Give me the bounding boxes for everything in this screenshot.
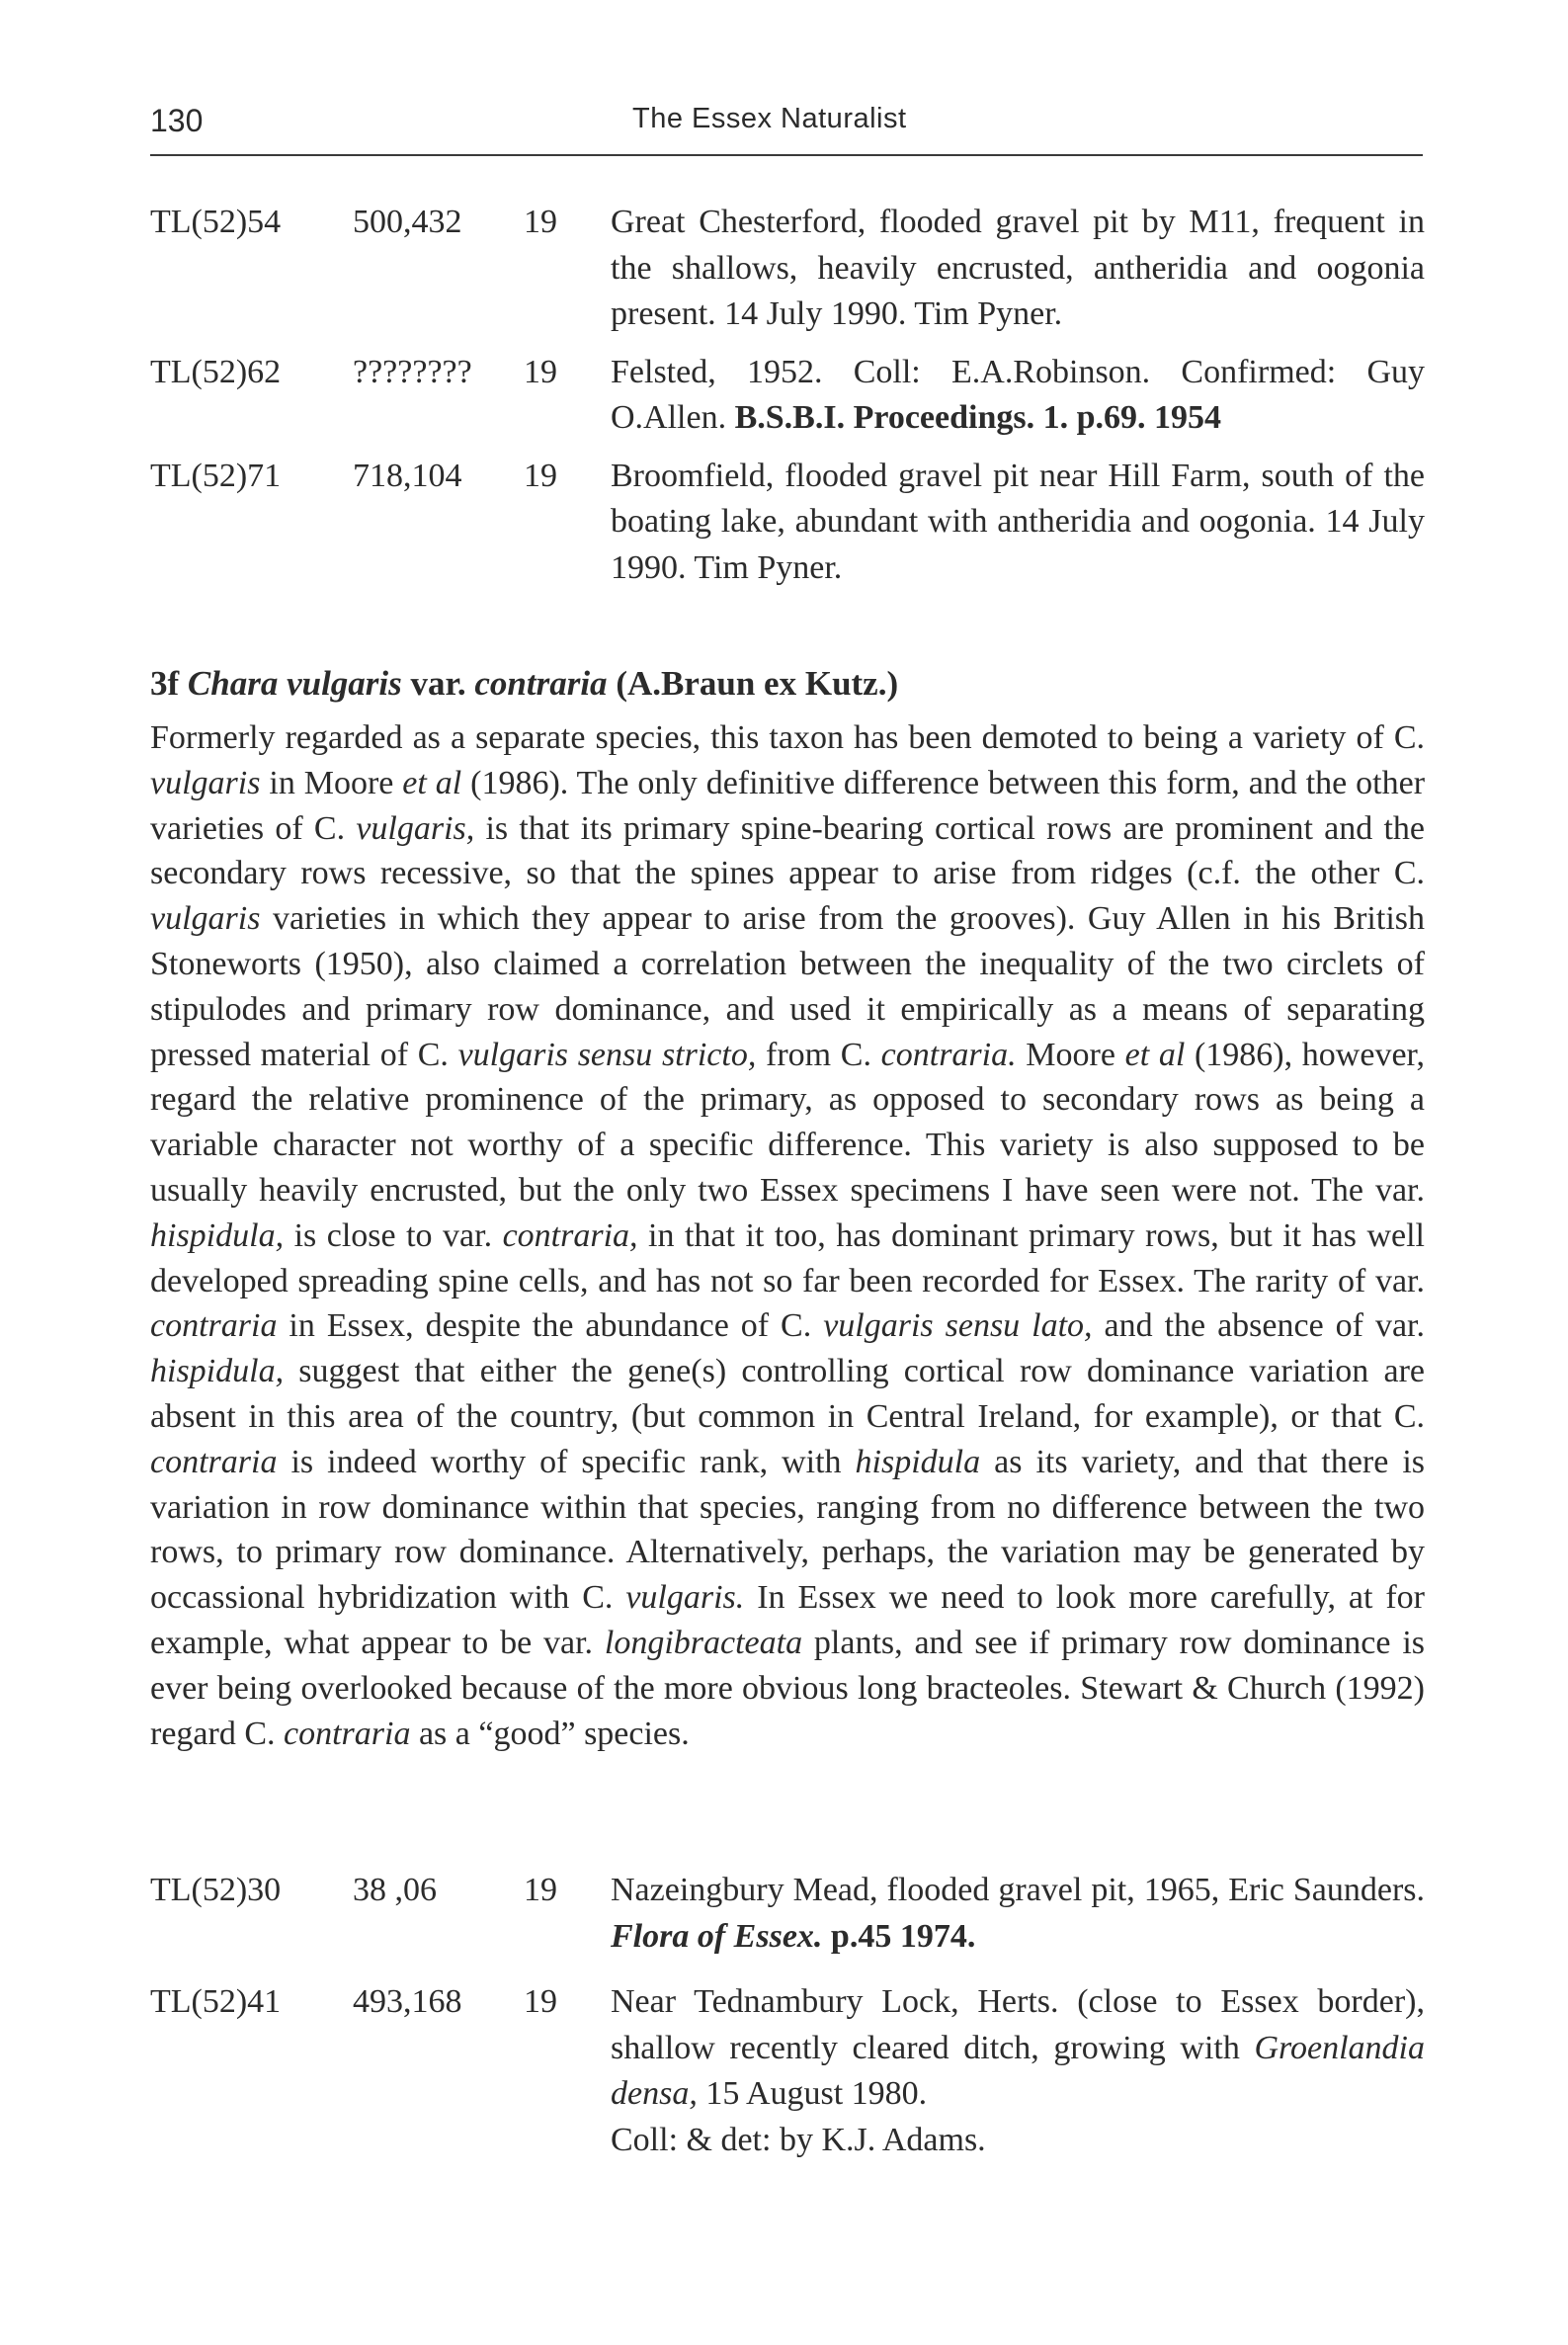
grid-coordinate: 500,432 xyxy=(353,204,462,240)
grid-reference: TL(52)71 xyxy=(150,457,282,494)
grid-reference: TL(52)41 xyxy=(150,1983,282,2020)
record-row xyxy=(150,1979,1425,2163)
record-count: 19 xyxy=(524,204,557,240)
grid-coordinate: ???????? xyxy=(353,353,472,390)
grid-reference: TL(52)62 xyxy=(150,353,282,390)
grid-reference: TL(52)54 xyxy=(150,204,282,240)
record-count: 19 xyxy=(524,1872,557,1908)
journal-title: The Essex Naturalist xyxy=(632,103,907,134)
record-count: 19 xyxy=(524,457,557,494)
record-count: 19 xyxy=(524,1983,557,2020)
record-row xyxy=(150,454,1425,592)
grid-coordinate: 493,168 xyxy=(353,1983,462,2020)
grid-coordinate: 38 ,06 xyxy=(353,1872,437,1908)
records-bottom xyxy=(150,1868,1425,2175)
record-description: Broomfield, flooded gravel pit near Hill Farm, south of the boating lake, abundant with antheridia and oogonia. 14 July 1990. Tim Pyner. xyxy=(611,457,1425,586)
record-description: Near Tednambury Lock, Herts. (close to Essex border), shallow recently cleared ditch, growing with Groenlandia densa, 15 August 1980. Coll: & det: by K.J. Adams. xyxy=(611,1983,1425,2158)
records-top xyxy=(150,200,1425,603)
record-row xyxy=(150,200,1425,338)
record-collector: Coll: & det: by K.J. Adams. xyxy=(611,2121,986,2158)
record-description: Nazeingbury Mead, flooded gravel pit, 1965, Eric Saunders. Flora of Essex. p.45 1974. xyxy=(611,1872,1425,1955)
page-header xyxy=(150,95,1423,156)
record-description: Felsted, 1952. Coll: E.A.Robinson. Confirmed: Guy O.Allen. B.S.B.I. Proceedings. 1. p.69. 1954 xyxy=(611,353,1425,436)
body-paragraph: Formerly regarded as a separate species, this taxon has been demoted to being a variety of C. vulgaris in Moore et al (1986). The only definitive difference between this form, and the other varieties of C. vulgaris, is that its primary spine-bearing cortical rows are prominent and the secondary rows recessive, so that the spines appear to arise from ridges (c.f. the other C. vulgaris varieties in which they appear to arise from the grooves). Guy Allen in his British Stoneworts (1950), also claimed a correlation between the inequality of the two circlets of stipulodes and primary row dominance, and used it empirically as a means of separating pressed material of C. vulgaris sensu stricto, from C. contraria. Moore et al (1986), however, regard the relative prominence of the primary, as opposed to secondary rows as being a variable character not worthy of a specific difference. This variety is also supposed to be usually heavily encrusted, but the only two Essex specimens I have seen were not. The var. hispidula, is close to var. contraria, in that it too, has dominant primary rows, but it has well developed spreading spine cells, and has not so far been recorded for Essex. The rarity of var. contraria in Essex, despite the abundance of C. vulgaris sensu lato, and the absence of var. hispidula, suggest that either the gene(s) controlling cortical row dominance variation are absent in this area of the country, (but common in Central Ireland, for example), or that C. contraria is indeed worthy of specific rank, with hispidula as its variety, and that there is variation in row dominance within that species, ranging from no difference between the two rows, to primary row dominance. Alternatively, perhaps, the variation may be generated by occassional hybridization with C. vulgaris. In Essex we need to look more carefully, at for example, what appear to be var. longibracteata plants, and see if primary row dominance is ever being overlooked because of the more obvious long bracteoles. Stewart & Church (1992) regard C. contraria as a “good” species. xyxy=(150,719,1426,1752)
section-heading: 3f Chara vulgaris var. contraria (A.Braun ex Kutz.) xyxy=(150,664,899,703)
grid-reference: TL(52)30 xyxy=(150,1872,282,1908)
record-row xyxy=(150,1868,1425,1960)
page-number: 130 xyxy=(150,103,204,138)
record-description: Great Chesterford, flooded gravel pit by M11, frequent in the shallows, heavily encrusted, antheridia and oogonia present. 14 July 1990. Tim Pyner. xyxy=(611,204,1425,332)
record-count: 19 xyxy=(524,353,557,390)
record-row xyxy=(150,350,1425,442)
grid-coordinate: 718,104 xyxy=(353,457,462,494)
